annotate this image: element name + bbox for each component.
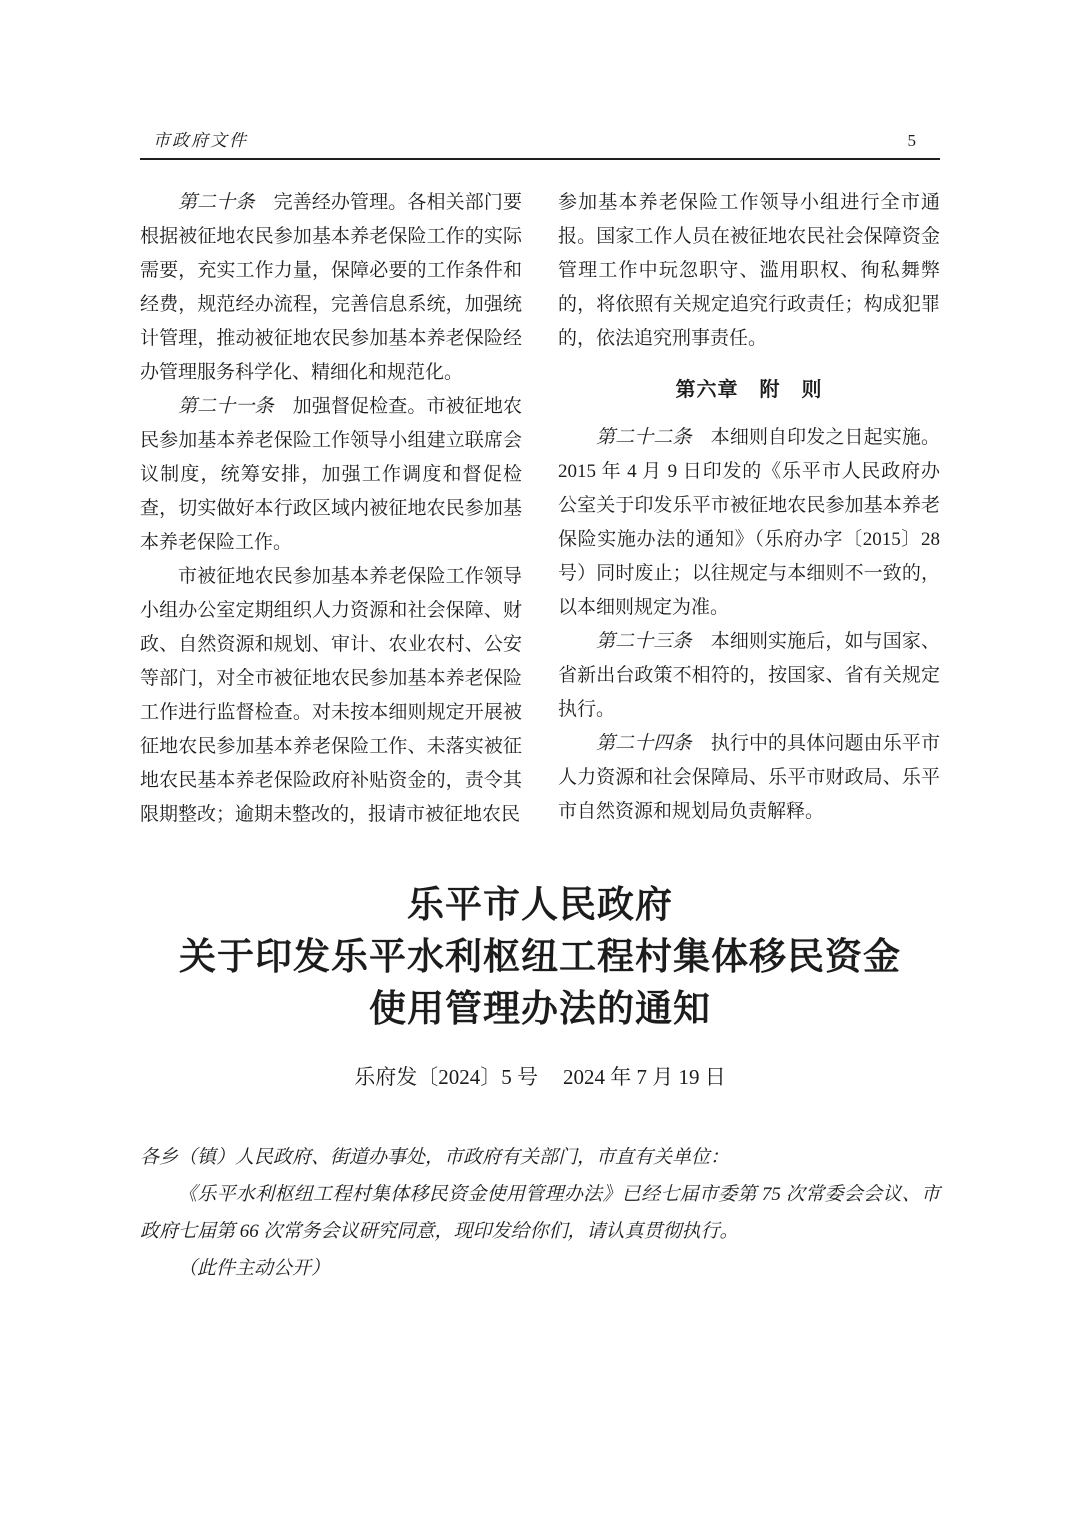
notice-title-line-1: 乐平市人民政府 <box>407 885 673 926</box>
article-23-text: 本细则实施后，如与国家、省新出台政策不相符的，按国家、省有关规定执行。 <box>558 631 940 720</box>
article-20-paragraph <box>140 186 522 390</box>
article-23-lead: 第二十三条 <box>596 631 692 652</box>
notice-title <box>140 880 940 1036</box>
continuation-paragraph: 参加基本养老保险工作领导小组进行全市通报。国家工作人员在被征地农民社会保障资金管理工作中玩忽职守、滥用职权、徇私舞弊的，将依照有关规定追究行政责任；构成犯罪的，依法追究刑事责任。 <box>558 192 940 349</box>
notice-disclosure: （此件主动公开） <box>178 1258 331 1279</box>
article-22-paragraph <box>558 421 940 625</box>
notice-body <box>140 1139 940 1287</box>
article-22-lead: 第二十二条 <box>596 427 692 448</box>
header-doc-type-label: 市政府文件 <box>153 131 248 150</box>
article-21-text: 加强督促检查。市被征地农民参加基本养老保险工作领导小组建立联席会议制度，统筹安排，加强工作调度和督促检查，切实做好本行政区域内被征地农民参加基本养老保险工作。 <box>140 396 522 553</box>
article-24-paragraph <box>558 727 940 829</box>
right-column <box>558 186 940 832</box>
page-header <box>140 126 940 160</box>
notice-main-text: 《乐平水利枢纽工程村集体移民资金使用管理办法》已经七届市委第 75 次常委会会议、市政府七届第 66 次常务会议研究同意，现印发给你们，请认真贯彻执行。 <box>140 1184 940 1242</box>
notice-title-line-2: 关于印发乐平水利枢纽工程村集体移民资金 <box>179 937 901 978</box>
doc-date: 2024 年 7 月 19 日 <box>563 1065 726 1089</box>
article-24-text: 执行中的具体问题由乐平市人力资源和社会保障局、乐平市财政局、乐平市自然资源和规划局负责解释。 <box>558 733 940 822</box>
doc-number: 乐府发〔2024〕5 号 <box>354 1065 538 1089</box>
notice-title-line-3: 使用管理办法的通知 <box>369 989 711 1030</box>
article-23-paragraph <box>558 625 940 727</box>
notice-section <box>140 880 940 1287</box>
article-body <box>140 186 940 832</box>
page-number: 5 <box>907 131 916 150</box>
article-20-lead: 第二十条 <box>178 192 255 213</box>
chapter-six-heading: 第六章 附 则 <box>675 379 823 401</box>
article-24-lead: 第二十四条 <box>596 733 692 754</box>
left-column <box>140 186 522 832</box>
supervision-text: 市被征地农民参加基本养老保险工作领导小组办公室定期组织人力资源和社会保障、财政、自然资源和规划、审计、农业农村、公安等部门，对全市被征地农民参加基本养老保险工作进行监督检查。对未按本细则规定开展被征地农民参加基本养老保险工作、未落实被征地农民基本养老保险政府补贴资金的，责令其限期整改；逾期未整改的，报请市被征地农民 <box>140 566 522 825</box>
article-20-text: 完善经办管理。各相关部门要根据被征地农民参加基本养老保险工作的实际需要，充实工作力量，保障必要的工作条件和经费，规范经办流程，完善信息系统，加强统计管理，推动被征地农民参加基本养老保险经办管理服务科学化、精细化和规范化。 <box>140 192 522 383</box>
article-22-text: 本细则自印发之日起实施。2015 年 4 月 9 日印发的《乐平市人民政府办公室关于印发乐平市被征地农民参加基本养老保险实施办法的通知》（乐府办字〔2015〕28 号）同时废止；以往规定与本细则不一致的，以本细则规定为准。 <box>558 427 940 618</box>
article-21-paragraph <box>140 390 522 560</box>
article-21-lead: 第二十一条 <box>178 396 274 417</box>
doc-number-line <box>140 1063 940 1091</box>
notice-salutation: 各乡（镇）人民政府、街道办事处，市政府有关部门，市直有关单位： <box>140 1147 730 1168</box>
supervision-paragraph <box>140 560 522 832</box>
